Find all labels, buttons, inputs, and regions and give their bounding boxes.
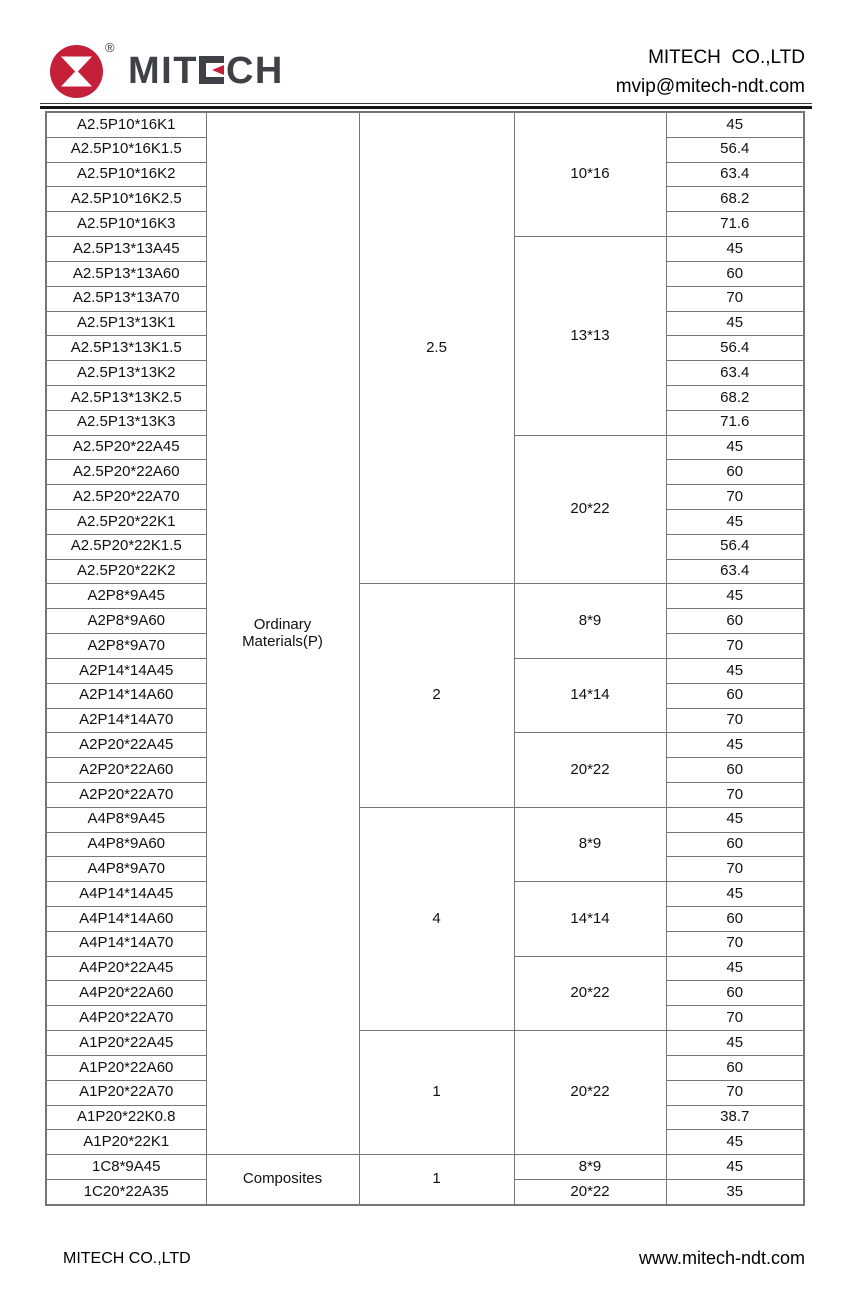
angle-cell: 70 <box>666 782 804 807</box>
model-cell: A2.5P13*13K2 <box>46 361 206 386</box>
registered-trademark-icon: ® <box>105 40 115 55</box>
size-cell: 8*9 <box>514 584 666 658</box>
stylized-e-icon <box>199 56 224 84</box>
angle-cell: 45 <box>666 1130 804 1155</box>
size-cell: 8*9 <box>514 1155 666 1180</box>
frequency-cell: 2 <box>359 584 514 807</box>
angle-cell: 68.2 <box>666 385 804 410</box>
angle-cell: 45 <box>666 733 804 758</box>
model-cell: A4P20*22A45 <box>46 956 206 981</box>
model-cell: A2.5P13*13K1.5 <box>46 336 206 361</box>
model-cell: A2.5P13*13K1 <box>46 311 206 336</box>
size-cell: 20*22 <box>514 956 666 1030</box>
material-name-line: Materials(P) <box>242 632 323 650</box>
model-cell: 1C20*22A35 <box>46 1179 206 1204</box>
model-cell: A1P20*22A70 <box>46 1080 206 1105</box>
red-arrow-icon <box>212 65 224 75</box>
angle-cell: 70 <box>666 1006 804 1031</box>
angle-cell: 70 <box>666 857 804 882</box>
model-cell: A2P20*22A45 <box>46 733 206 758</box>
angle-cell: 38.7 <box>666 1105 804 1130</box>
model-cell: A4P14*14A70 <box>46 931 206 956</box>
angle-cell: 60 <box>666 609 804 634</box>
material-cell <box>206 1155 359 1205</box>
frequency-cell: 2.5 <box>359 112 514 584</box>
angle-cell: 70 <box>666 708 804 733</box>
footer-company-name: MITECH CO.,LTD <box>63 1250 191 1267</box>
angle-cell: 45 <box>666 435 804 460</box>
model-cell: A4P14*14A60 <box>46 907 206 932</box>
model-cell: A2P14*14A70 <box>46 708 206 733</box>
model-cell: A2P20*22A70 <box>46 782 206 807</box>
model-cell: A2P14*14A60 <box>46 683 206 708</box>
size-cell: 20*22 <box>514 1031 666 1155</box>
angle-cell: 60 <box>666 981 804 1006</box>
angle-cell: 70 <box>666 286 804 311</box>
angle-cell: 63.4 <box>666 559 804 584</box>
size-cell: 14*14 <box>514 882 666 956</box>
logo-wordmark <box>128 42 284 100</box>
model-cell: A1P20*22A60 <box>46 1055 206 1080</box>
header-email: mvip@mitech-ndt.com <box>615 76 805 97</box>
angle-cell: 56.4 <box>666 336 804 361</box>
header-divider <box>40 103 812 109</box>
angle-cell: 45 <box>666 807 804 832</box>
model-cell: A4P8*9A45 <box>46 807 206 832</box>
angle-cell: 45 <box>666 311 804 336</box>
model-cell: A2.5P20*22A45 <box>46 435 206 460</box>
angle-cell: 56.4 <box>666 137 804 162</box>
model-cell: A2.5P13*13A70 <box>46 286 206 311</box>
table-row <box>46 807 804 832</box>
logo-circle-icon <box>50 45 103 98</box>
size-cell: 13*13 <box>514 237 666 436</box>
size-cell: 8*9 <box>514 807 666 881</box>
model-cell: A4P8*9A70 <box>46 857 206 882</box>
angle-cell: 60 <box>666 683 804 708</box>
angle-cell: 60 <box>666 832 804 857</box>
model-cell: A4P14*14A45 <box>46 882 206 907</box>
model-cell: A2.5P13*13A60 <box>46 261 206 286</box>
model-cell: A2.5P10*16K2 <box>46 162 206 187</box>
size-cell: 20*22 <box>514 1179 666 1204</box>
model-cell: A2.5P20*22K1.5 <box>46 534 206 559</box>
angle-cell: 45 <box>666 584 804 609</box>
model-cell: A2.5P10*16K1 <box>46 112 206 137</box>
size-cell: 20*22 <box>514 435 666 584</box>
angle-cell: 45 <box>666 882 804 907</box>
header-company-name: MITECH CO.,LTD <box>648 47 805 68</box>
frequency-cell: 1 <box>359 1031 514 1155</box>
model-cell: A2.5P10*16K1.5 <box>46 137 206 162</box>
model-cell: A1P20*22K0.8 <box>46 1105 206 1130</box>
model-cell: A4P20*22A60 <box>46 981 206 1006</box>
angle-cell: 71.6 <box>666 410 804 435</box>
angle-cell: 45 <box>666 112 804 137</box>
angle-cell: 68.2 <box>666 187 804 212</box>
angle-cell: 70 <box>666 485 804 510</box>
wordmark-part1: MIT <box>128 50 198 92</box>
model-cell: 1C8*9A45 <box>46 1155 206 1180</box>
angle-cell: 60 <box>666 460 804 485</box>
model-cell: A2.5P10*16K3 <box>46 212 206 237</box>
angle-cell: 60 <box>666 1055 804 1080</box>
angle-cell: 45 <box>666 510 804 535</box>
angle-cell: 60 <box>666 758 804 783</box>
model-cell: A2.5P13*13K3 <box>46 410 206 435</box>
model-cell: A2.5P10*16K2.5 <box>46 187 206 212</box>
model-cell: A2.5P20*22K1 <box>46 510 206 535</box>
angle-cell: 45 <box>666 237 804 262</box>
probe-spec-table <box>45 111 805 1206</box>
model-cell: A2.5P13*13A45 <box>46 237 206 262</box>
model-cell: A2P14*14A45 <box>46 658 206 683</box>
model-cell: A1P20*22A45 <box>46 1031 206 1056</box>
table-row <box>46 584 804 609</box>
model-cell: A2P8*9A45 <box>46 584 206 609</box>
frequency-cell: 4 <box>359 807 514 1030</box>
size-cell: 10*16 <box>514 112 666 237</box>
table-row <box>46 1155 804 1180</box>
model-cell: A2.5P13*13K2.5 <box>46 385 206 410</box>
angle-cell: 45 <box>666 956 804 981</box>
model-cell: A2.5P20*22A60 <box>46 460 206 485</box>
angle-cell: 70 <box>666 931 804 956</box>
model-cell: A2.5P20*22K2 <box>46 559 206 584</box>
size-cell: 20*22 <box>514 733 666 807</box>
angle-cell: 60 <box>666 261 804 286</box>
angle-cell: 35 <box>666 1179 804 1204</box>
model-cell: A2P8*9A60 <box>46 609 206 634</box>
angle-cell: 56.4 <box>666 534 804 559</box>
material-name-line: Composites <box>242 1170 323 1188</box>
angle-cell: 63.4 <box>666 361 804 386</box>
table-row <box>46 1031 804 1056</box>
table-row <box>46 112 804 137</box>
size-cell: 14*14 <box>514 658 666 732</box>
frequency-cell: 1 <box>359 1155 514 1205</box>
angle-cell: 45 <box>666 1031 804 1056</box>
angle-cell: 60 <box>666 907 804 932</box>
angle-cell: 70 <box>666 1080 804 1105</box>
model-cell: A2P20*22A60 <box>46 758 206 783</box>
angle-cell: 71.6 <box>666 212 804 237</box>
footer-website: www.mitech-ndt.com <box>638 1248 805 1268</box>
wordmark-part2: CH <box>225 50 284 92</box>
probe-spec-table-wrap <box>45 111 803 1206</box>
model-cell: A2P8*9A70 <box>46 634 206 659</box>
model-cell: A1P20*22K1 <box>46 1130 206 1155</box>
model-cell: A4P8*9A60 <box>46 832 206 857</box>
angle-cell: 63.4 <box>666 162 804 187</box>
angle-cell: 45 <box>666 1155 804 1180</box>
material-name-line: Ordinary <box>253 616 312 634</box>
angle-cell: 45 <box>666 658 804 683</box>
header-contact-block <box>616 47 805 98</box>
material-cell <box>206 112 359 1155</box>
angle-cell: 70 <box>666 634 804 659</box>
model-cell: A4P20*22A70 <box>46 1006 206 1031</box>
model-cell: A2.5P20*22A70 <box>46 485 206 510</box>
